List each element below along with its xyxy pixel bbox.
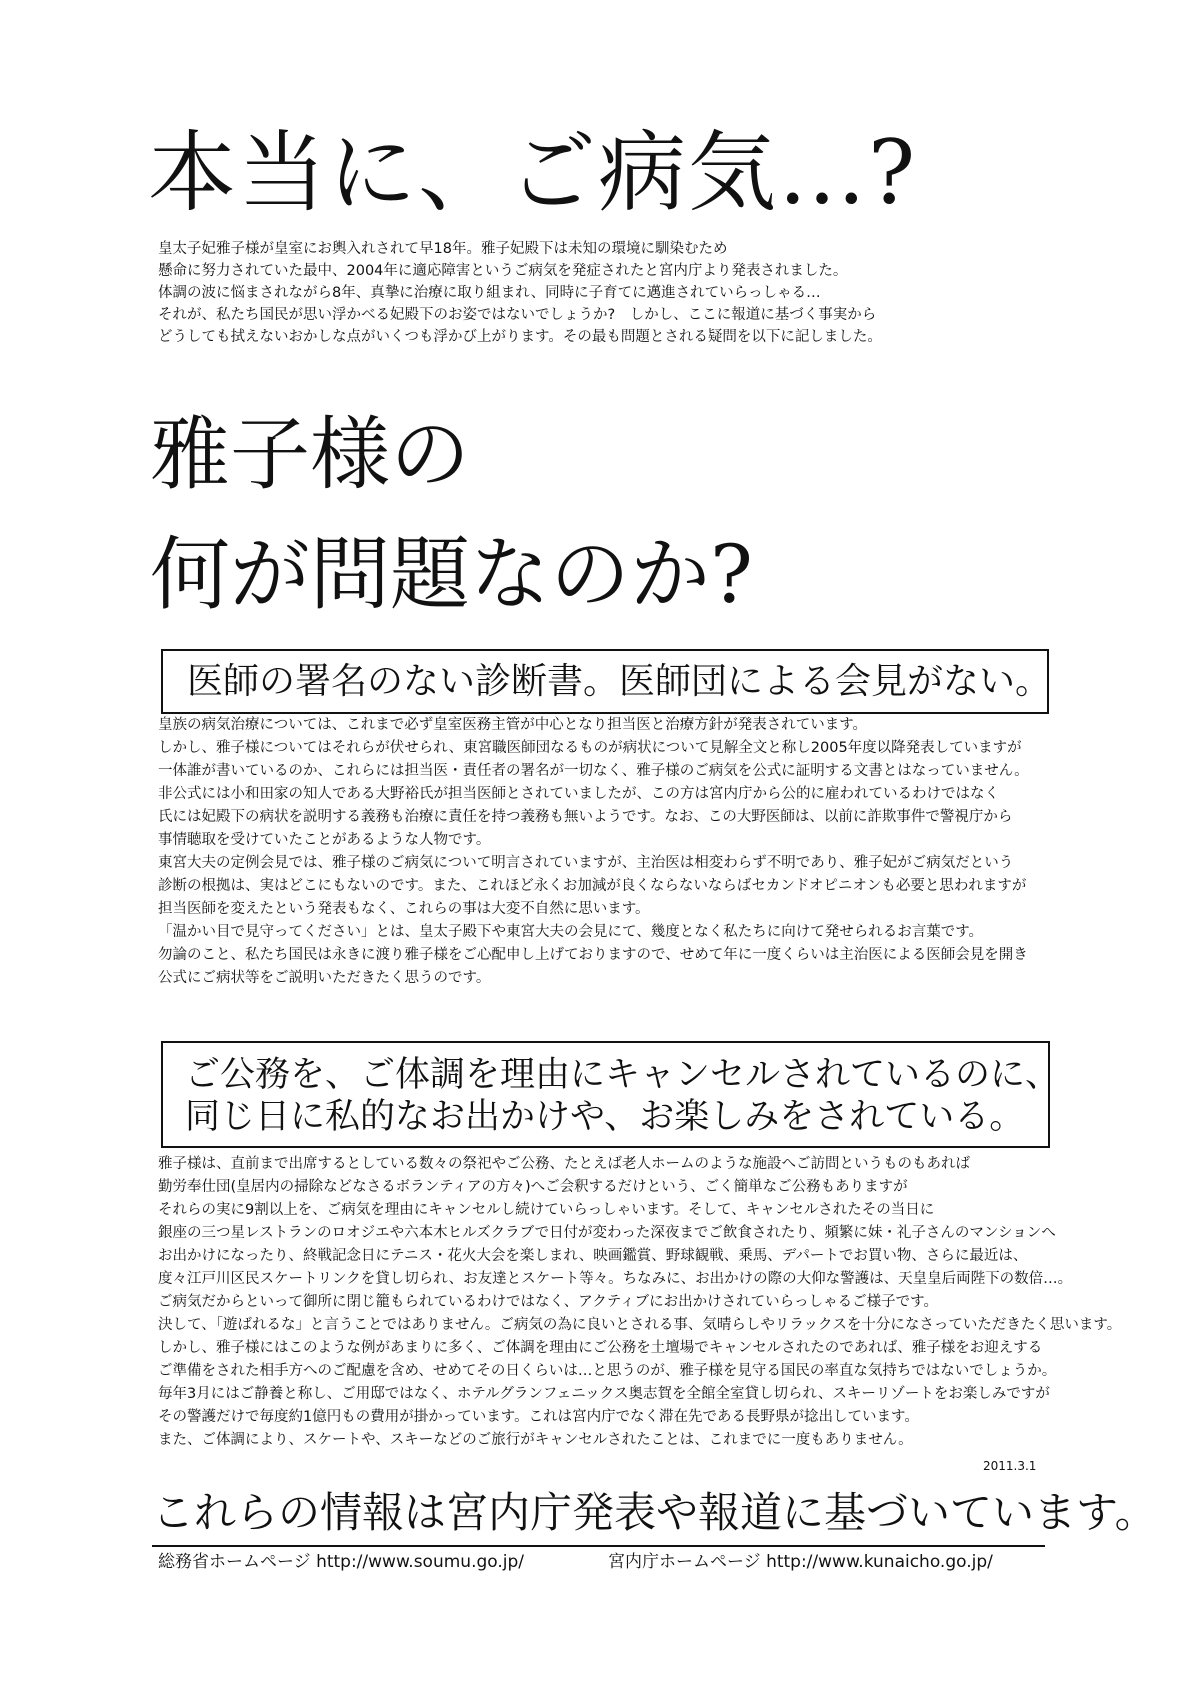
section-title-line: 雅子様の bbox=[150, 408, 470, 501]
section2-line: 度々江戸川区民スケートリンクを貸し切られ、お友達とスケート等々。ちなみに、お出かけの際の大仰な警護は、天皇皇后両陛下の数倍…。 bbox=[158, 1271, 1073, 1287]
section1-line: 「温かい目で見守ってください」とは、皇太子殿下や東宮大夫の会見にて、幾度となく私たちに向けて発せられるお言葉です。 bbox=[158, 924, 984, 940]
section1-line: 非公式には小和田家の知人である大野裕氏が担当医師とされていましたが、この方は宮内庁から公的に雇われているわけではなく bbox=[158, 786, 999, 802]
section2-heading-box bbox=[161, 1041, 1061, 1148]
section2-line: 毎年3月にはご静養と称し、ご用邸ではなく、ホテルグランフェニックス奥志賀を全館全室貸し切られ、スキーリゾートをお楽しみですが bbox=[158, 1386, 1050, 1402]
main-title: 本当に、ご病気…? bbox=[148, 121, 918, 224]
publication-date: 2011.3.1 bbox=[983, 1459, 1037, 1473]
section1-line: しかし、雅子様についてはそれらが伏せられ、東宮職医師団なるものが病状について見解全文と称し2005年度以降発表していますが bbox=[158, 740, 1022, 756]
section1-line: 皇族の病気治療については、これまで必ず皇室医務主管が中心となり担当医と治療方針が発表されています。 bbox=[158, 717, 868, 733]
section2-body bbox=[158, 1153, 1122, 1452]
section2-line: ご準備をされた相手方へのご配慮を含め、せめてその日くらいは…と思うのが、雅子様を見守る国民の率直な気持ちではないでしょうか。 bbox=[158, 1363, 1057, 1379]
intro-line: 体調の波に悩まされながら8年、真摯に治療に取り組まれ、同時に子育てに邁進されていらっしゃる… bbox=[158, 285, 821, 301]
section-title bbox=[150, 395, 1050, 635]
intro-line: どうしても拭えないおかしな点がいくつも浮かび上がります。その最も問題とされる疑問を以下に記しました。 bbox=[158, 329, 882, 345]
section2-line: ご病気だからといって御所に閉じ籠もられているわけではなく、アクティブにお出かけされていらっしゃるご様子です。 bbox=[158, 1294, 938, 1310]
section1-line: 診断の根拠は、実はどこにもないのです。また、これほど永くお加減が良くならないならばセカンドオピニオンも必要と思われますが bbox=[158, 878, 1027, 894]
section2-line: また、ご体調により、スケートや、スキーなどのご旅行がキャンセルされたことは、これまでに一度もありません。 bbox=[158, 1432, 913, 1448]
section1-heading: 医師の署名のない診断書。医師団による会見がない。 bbox=[187, 661, 1052, 702]
section1-line: 担当医師を変えたという発表もなく、これらの事は大変不自然に思います。 bbox=[158, 901, 650, 917]
section2-heading-line: ご公務を、ご体調を理由にキャンセルされているのに、 bbox=[185, 1055, 1061, 1095]
section1-heading-box bbox=[161, 649, 1052, 714]
section2-line: それらの実に9割以上を、ご病気を理由にキャンセルし続けていらっしゃいます。そして、キャンセルされたその当日に bbox=[158, 1202, 935, 1218]
section2-line: その警護だけで毎度約1億円もの費用が掛かっています。これは宮内庁でなく滞在先である長野県が捻出しています。 bbox=[158, 1409, 919, 1425]
section2-line: 勤労奉仕団(皇居内の掃除などなさるボランティアの方々)へご会釈するだけという、ごく簡単なご公務もありますが bbox=[158, 1179, 908, 1195]
section1-line: 事情聴取を受けていたことがあるような人物です。 bbox=[158, 832, 491, 848]
soumu-link[interactable]: 総務省ホームページ http://www.soumu.go.jp/ bbox=[158, 1552, 525, 1572]
intro-paragraph bbox=[158, 238, 1058, 348]
section2-line: 雅子様は、直前まで出席するとしている数々の祭祀やご公務、たとえば老人ホームのような施設へご訪問というものもあれば bbox=[158, 1156, 970, 1172]
section-title-line: 何が問題なのか? bbox=[150, 528, 753, 621]
section1-line: 一体誰が書いているのか、これらには担当医・責任者の署名が一切なく、雅子様のご病気を公式に証明する文書とはなっていません。 bbox=[158, 763, 1029, 779]
footer-title: これらの情報は宮内庁発表や報道に基づいています。 bbox=[152, 1488, 1157, 1537]
section1-body bbox=[158, 714, 1058, 990]
kunaicho-link[interactable]: 宮内庁ホームページ http://www.kunaicho.go.jp/ bbox=[608, 1552, 993, 1572]
section1-line: 公式にご病状等をご説明いただきたく思うのです。 bbox=[158, 970, 491, 986]
section2-heading-line: 同じ日に私的なお出かけや、お楽しみをされている。 bbox=[185, 1097, 1025, 1137]
section1-line: 氏には妃殿下の病状を説明する義務も治療に責任を持つ義務も無いようです。なお、この大野医師は、以前に詐欺事件で警視庁から bbox=[158, 809, 1013, 825]
section1-line: 勿論のこと、私たち国民は永きに渡り雅子様をご心配申し上げておりますので、せめて年に一度くらいは主治医による医師会見を開き bbox=[158, 947, 1028, 963]
section2-line: 決して、「遊ばれるな」と言うことではありません。ご病気の為に良いとされる事、気晴らしやリラックスを十分になさっていただきたく思います。 bbox=[158, 1317, 1122, 1333]
section2-line: お出かけになったり、終戦記念日にテニス・花火大会を楽しまれ、映画鑑賞、野球観戦、乗馬、デパートでお買い物、さらに最近は、 bbox=[158, 1248, 1028, 1264]
section2-line: 銀座の三つ星レストランのロオジエや六本木ヒルズクラブで日付が変わった深夜までご飲食されたり、頻繁に妹・礼子さんのマンションへ bbox=[158, 1225, 1056, 1241]
section2-line: しかし、雅子様にはこのような例があまりに多く、ご体調を理由にご公務を土壇場でキャンセルされたのであれば、雅子様をお迎えする bbox=[158, 1340, 1043, 1356]
intro-line: 懸命に努力されていた最中、2004年に適応障害というご病気を発症されたと宮内庁より発表されました。 bbox=[158, 263, 848, 279]
footer-divider bbox=[152, 1545, 1045, 1547]
intro-line: それが、私たち国民が思い浮かべる妃殿下のお姿ではないでしょうか? しかし、ここに報道に基づく事実から bbox=[158, 307, 877, 323]
section1-line: 東宮大夫の定例会見では、雅子様のご病気について明言されていますが、主治医は相変わらず不明であり、雅子妃がご病気だという bbox=[158, 855, 1014, 871]
intro-line: 皇太子妃雅子様が皇室にお輿入れされて早18年。雅子妃殿下は未知の環境に馴染むため bbox=[158, 241, 728, 257]
